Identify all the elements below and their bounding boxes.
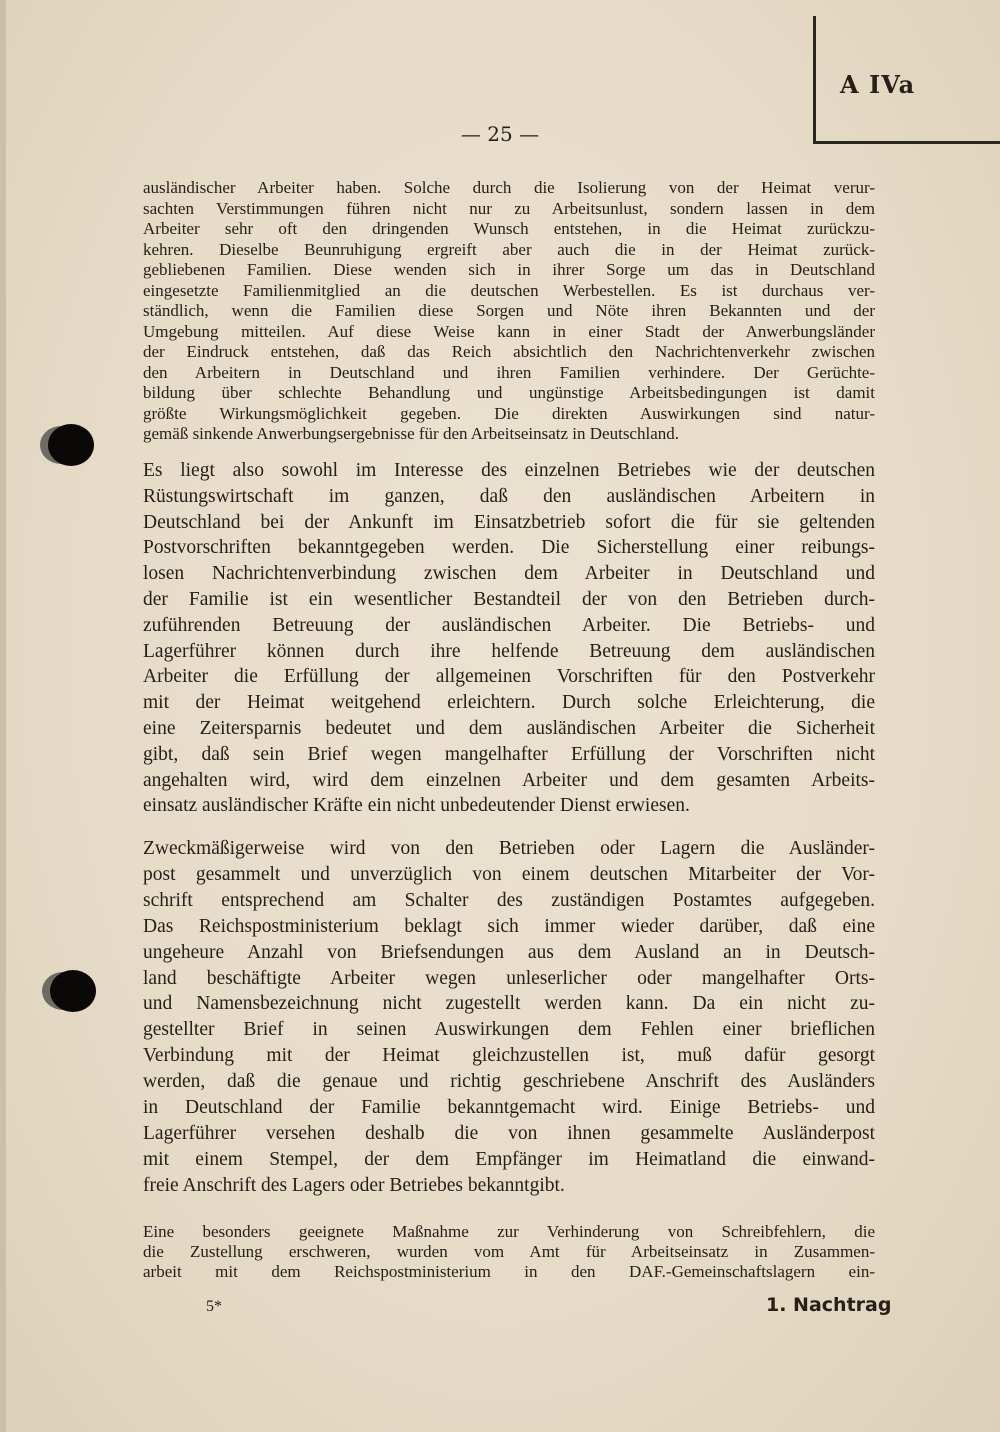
text-line: der Eindruck entstehen, daß das Reich absichtlich den Nachrichtenverkehr zwischen bbox=[143, 342, 875, 361]
section-label: A IVa bbox=[840, 70, 916, 99]
text-line: der Familie ist ein wesentlicher Bestandteil der von den Betrieben durch- bbox=[143, 588, 875, 610]
text-line: Arbeiter sehr oft den dringenden Wunsch entstehen, in die Heimat zurückzu- bbox=[143, 219, 875, 238]
text-line: bildung über schlechte Behandlung und ungünstige Arbeitsbedingungen ist damit bbox=[143, 383, 875, 402]
text-line: losen Nachrichtenverbindung zwischen dem Arbeiter in Deutschland und bbox=[143, 563, 875, 585]
text-line: gemäß sinkende Anwerbungsergebnisse für den Arbeitseinsatz in Deutschland. bbox=[143, 424, 679, 443]
text-line: gibt, daß sein Brief wegen mangelhafter Erfüllung der Vorschriften nicht bbox=[143, 743, 875, 765]
text-line: Zweckmäßigerweise wird von den Betrieben oder Lagern die Ausländer- bbox=[143, 838, 875, 859]
text-line: mit einem Stempel, der dem Empfänger im Heimatland die einwand- bbox=[143, 1148, 875, 1170]
text-line: Arbeiter die Erfüllung der allgemeinen Vorschriften für den Postverkehr bbox=[143, 666, 875, 688]
text-line: eine Zeitersparnis bedeutet und dem ausländischen Arbeiter die Sicherheit bbox=[143, 717, 875, 739]
signature-mark: 5* bbox=[206, 1298, 222, 1315]
text-line: post gesammelt und unverzüglich von einem deutschen Mitarbeiter der Vor- bbox=[143, 863, 875, 885]
text-line: in Deutschland der Familie bekanntgemacht wird. Einige Betriebs- und bbox=[143, 1097, 875, 1119]
supplement-label: 1. Nachtrag bbox=[766, 1294, 892, 1316]
paragraph-1 bbox=[143, 178, 875, 445]
text-line: Lagerführer versehen deshalb die von ihnen gesammelte Ausländerpost bbox=[143, 1122, 875, 1144]
page-edge bbox=[0, 0, 6, 1432]
text-line: werden, daß die genaue und richtig geschriebene Anschrift des Ausländers bbox=[143, 1071, 875, 1093]
text-line: angehalten wird, wird dem einzelnen Arbeiter und dem gesamten Arbeits- bbox=[143, 769, 875, 791]
text-line: Verbindung mit der Heimat gleichzustellen ist, muß dafür gesorgt bbox=[143, 1045, 875, 1067]
text-line: Eine besonders geeignete Maßnahme zur Verhinderung von Schreibfehlern, die bbox=[143, 1222, 875, 1241]
page-number: — 25 — bbox=[460, 122, 540, 146]
text-line: gestellter Brief in seinen Auswirkungen dem Fehlen einer brieflichen bbox=[143, 1019, 875, 1041]
punch-hole-icon bbox=[48, 424, 94, 466]
text-line: zuführenden Betreuung der ausländischen Arbeiter. Die Betriebs- und bbox=[143, 614, 875, 636]
text-line: mit der Heimat weitgehend erleichtern. Durch solche Erleichterung, die bbox=[143, 692, 875, 714]
text-line: ständlich, wenn die Familien diese Sorgen und Nöte ihren Bekannten und der bbox=[143, 301, 875, 320]
text-line: gebliebenen Familien. Diese wenden sich in ihrer Sorge um das in Deutschland bbox=[143, 260, 875, 279]
text-line: die Zustellung erschweren, wurden vom Amt für Arbeitseinsatz in Zusammen- bbox=[143, 1242, 875, 1261]
text-line: Umgebung mitteilen. Auf diese Weise kann in einer Stadt der Anwerbungsländer bbox=[143, 321, 875, 341]
text-line: eingesetzte Familienmitglied an die deutschen Werbestellen. Es ist durchaus ver- bbox=[143, 280, 875, 300]
text-line: Es liegt also sowohl im Interesse des einzelnen Betriebes wie der deutschen bbox=[143, 460, 875, 481]
text-line: Rüstungswirtschaft im ganzen, daß den ausländischen Arbeitern in bbox=[143, 485, 875, 507]
punch-hole-icon bbox=[50, 970, 96, 1012]
paragraph-3 bbox=[143, 836, 875, 1199]
text-line: Das Reichspostministerium beklagt sich immer wieder darüber, daß eine bbox=[143, 915, 875, 937]
text-line: größte Wirkungsmöglichkeit gegeben. Die direkten Auswirkungen sind natur- bbox=[143, 403, 875, 423]
text-line: freie Anschrift des Lagers oder Betriebes bekanntgibt. bbox=[143, 1174, 565, 1196]
text-line: ungeheure Anzahl von Briefsendungen aus dem Ausland an in Deutsch- bbox=[143, 941, 875, 963]
text-line: schrift entsprechend am Schalter des zuständigen Postamtes aufgegeben. bbox=[143, 889, 875, 911]
paragraph-4 bbox=[143, 1222, 875, 1282]
paragraph-2 bbox=[143, 458, 875, 819]
text-line: einsatz ausländischer Kräfte ein nicht unbedeutender Dienst erwiesen. bbox=[143, 795, 690, 817]
text-line: sachten Verstimmungen führen nicht nur zu Arbeitsunlust, sondern lassen in dem bbox=[143, 198, 875, 218]
text-line: Postvorschriften bekanntgegeben werden. Die Sicherstellung einer reibungs- bbox=[143, 537, 875, 559]
text-line: ausländischer Arbeiter haben. Solche durch die Isolierung von der Heimat verur- bbox=[143, 178, 875, 197]
text-line: kehren. Dieselbe Beunruhigung ergreift aber auch die in der Heimat zurück- bbox=[143, 239, 875, 259]
text-line: Lagerführer können durch ihre helfende Betreuung dem ausländischen bbox=[143, 640, 875, 662]
text-line: und Namensbezeichnung nicht zugestellt werden kann. Da ein nicht zu- bbox=[143, 993, 875, 1015]
text-line: arbeit mit dem Reichspostministerium in den DAF.-Gemeinschaftslagern ein- bbox=[143, 1262, 875, 1281]
text-line: Deutschland bei der Ankunft im Einsatzbetrieb sofort die für sie geltenden bbox=[143, 511, 875, 533]
text-line: land beschäftigte Arbeiter wegen unleserlicher oder mangelhafter Orts- bbox=[143, 967, 875, 989]
text-line: den Arbeitern in Deutschland und ihren Familien verhindere. Der Gerüchte- bbox=[143, 362, 875, 382]
